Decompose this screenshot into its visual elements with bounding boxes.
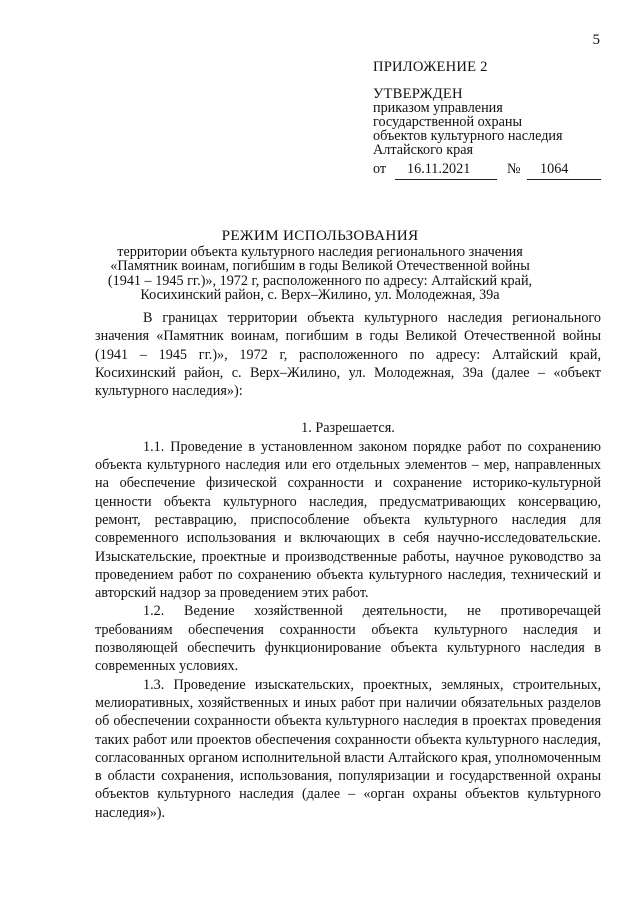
main-title: РЕЖИМ ИСПОЛЬЗОВАНИЯ [221,227,419,244]
number-underline [527,179,601,180]
date-underline [395,179,497,180]
approval-line: государственной охраны [373,114,523,130]
date-prefix: от [373,161,387,177]
clause-paragraph: 1.1. Проведение в установленном законом порядке работ по сохранению объекта культурного наследия или его отдельных элементов – мер, направленных на обеспечение физической сохранности и сохранение историко-культурной ценности объекта культурного наследия, предусматривающих консервацию, ремонт, реставрацию, приспособление объекта культурного наследия для современного использования и включающих в себя научно-исследовательские. Изыскательские, проектные и производственные работы, научное руководство за проведением работ по сохранению объекта культурного наследия, технический и авторский надзор за проведением этих работ. [95,438,601,602]
order-number: 1064 [540,161,569,177]
approval-line: Алтайского края [373,142,474,158]
approval-block [373,60,603,180]
clause-paragraph: 1.2. Ведение хозяйственной деятельности, не противоречащей требованиям обеспечения сохранности объекта культурного наследия и позволяющей обеспечить функционирование объекта культурного наследия в современных условиях. [95,603,601,675]
section-heading: 1. Разрешается. [301,420,395,437]
approved-label: УТВЕРЖДЕН [373,86,463,102]
title-line: Косихинский район, с. Верх–Жилино, ул. Молодежная, 39а [140,287,500,304]
page-number: 5 [592,32,600,48]
clause-paragraph: 1.3. Проведение изыскательских, проектных, земляных, строительных, мелиоративных, хозяйственных и иных работ при наличии обязательных разделов об обеспечении сохранности объекта культурного наследия в проектах проведения таких работ или проектов обеспечения сохранности объекта культурного наследия, согласованных органом исполнительной власти Алтайского края, уполномоченным в области сохранения, использования, популяризации и государственной охраны объектов культурного наследия (далее – «орган охраны объектов культурного наследия»). [95,676,601,821]
approval-line: приказом управления [373,100,503,116]
order-date: 16.11.2021 [407,161,471,177]
document-title [0,229,640,303]
order-date-number [373,162,603,180]
title-line: (1941 – 1945 гг.)», 1972 г, расположенного по адресу: Алтайский край, [107,272,533,289]
title-line: территории объекта культурного наследия регионального значения [117,243,523,260]
intro-paragraph: В границах территории объекта культурного наследия регионального значения «Памятник воинам, погибшим в годы Великой Отечественной войны (1941 – 1945 гг.)», 1972 г, расположенного по адресу: Алтайский край, Косихинский район, с. Верх–Жилино, ул. Молодежная, 39а (далее – «объект культурного наследия»): [95,310,601,400]
approval-line: объектов культурного наследия [373,128,563,144]
document-body [95,309,601,822]
title-line: «Памятник воинам, погибшим в годы Великой Отечественной войны [110,258,530,275]
appendix-label: ПРИЛОЖЕНИЕ 2 [373,59,488,75]
number-sign: № [507,161,521,177]
